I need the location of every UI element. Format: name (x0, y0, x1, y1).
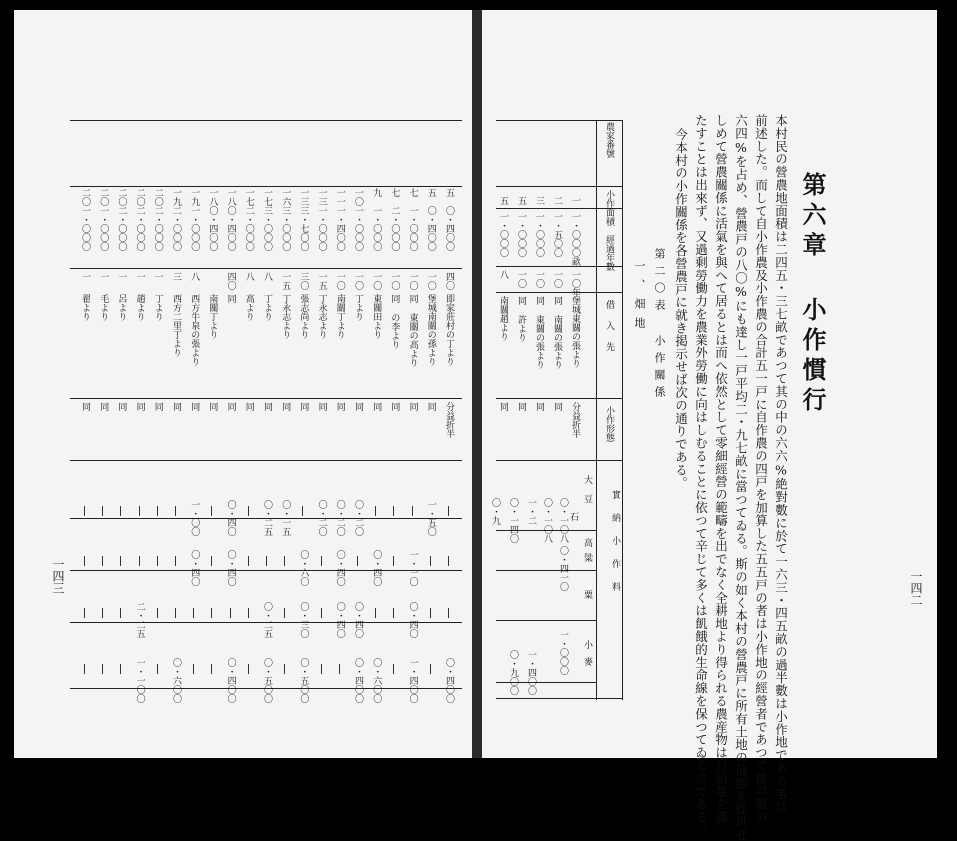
cell-years: 一 (98, 272, 109, 281)
cell-form: 同 (189, 402, 200, 411)
empty-cell-mark (102, 608, 103, 618)
cell-crop4: 〇・六〇〇 (371, 658, 382, 703)
cell-farm-no: 七 (389, 188, 400, 197)
cell-years: 八 (262, 272, 272, 281)
empty-cell-mark (102, 506, 103, 516)
cell-crop1: 〇・二〇 (334, 500, 345, 536)
cell-area: 一・〇〇〇 (407, 206, 418, 251)
table-border (622, 120, 623, 700)
cell-farm-no: 五 (516, 196, 526, 205)
cell-crop4: 〇・四〇〇 (353, 658, 363, 703)
cell-lender: 南關趙より (498, 296, 508, 341)
cell-area: 二・〇〇〇 (116, 206, 127, 251)
cell-crop1: 一・二 (526, 498, 536, 525)
empty-cell-mark (430, 608, 431, 618)
cell-years: 一 (134, 272, 145, 281)
empty-cell-mark (248, 608, 249, 618)
page-number: 一四二 (909, 570, 923, 606)
cell-lender: 同 南關の張より (552, 296, 562, 369)
paragraph-line: 今本村の小作關係を各營農戸に就き掲示せば次の通りである。 (673, 128, 689, 490)
cell-area: 三・七〇〇 (298, 206, 309, 251)
empty-cell-mark (357, 556, 358, 566)
cell-crop3: 〇・四〇 (407, 602, 418, 638)
unit-label: 石 (568, 512, 578, 521)
cell-area: 一・〇〇〇 (534, 212, 544, 257)
table-rule (496, 698, 622, 699)
cell-lender: 即家莊村の丁より (444, 294, 454, 366)
cell-years: 一〇 (371, 272, 382, 290)
empty-cell-mark (211, 608, 212, 618)
cell-form: 同 (280, 402, 291, 411)
cell-area: 二・〇〇〇 (389, 206, 400, 251)
cell-years: 一〇 (389, 272, 400, 290)
empty-cell-mark (84, 556, 85, 566)
cell-form: 同 (152, 402, 163, 411)
cell-crop2: 〇・六〇 (298, 550, 309, 586)
cell-years: 八 (498, 270, 508, 279)
cell-crop4: 〇・五〇〇 (262, 658, 272, 703)
empty-cell-mark (175, 608, 176, 618)
cell-form: 同 (353, 402, 363, 411)
cell-farm-no: 一三 (316, 188, 327, 206)
cell-years: 一五 (280, 272, 291, 290)
header-rent: 實納小作料 (610, 490, 620, 605)
cell-form: 同 (80, 402, 90, 411)
table-rule (496, 620, 596, 621)
empty-cell-mark (321, 664, 322, 674)
empty-cell-mark (430, 664, 431, 674)
cell-lender: 丁永志より (280, 294, 291, 339)
table-rule (70, 186, 462, 187)
header-crop-sorghum: 高粱 (582, 538, 592, 568)
empty-cell-mark (84, 506, 85, 516)
cell-form: 同 (371, 402, 382, 411)
cell-area: 二・〇〇〇 (152, 206, 163, 251)
cell-area: 二・〇〇〇 (134, 206, 145, 251)
cell-farm-no: 一〇 (353, 188, 363, 206)
cell-form: 同 (316, 402, 327, 411)
cell-years: 一〇 (552, 270, 562, 288)
empty-cell-mark (284, 664, 285, 674)
cell-farm-no: 二〇 (134, 188, 145, 206)
empty-cell-mark (448, 556, 449, 566)
cell-form: 同 (171, 402, 181, 411)
empty-cell-mark (175, 506, 176, 516)
cell-crop1: 〇・一五 (280, 500, 291, 536)
empty-cell-mark (120, 506, 121, 516)
cell-form: 同 (207, 402, 218, 411)
empty-cell-mark (211, 506, 212, 516)
table-title: 第二〇表 小作關係 (653, 248, 666, 403)
cell-form: 同 (534, 402, 544, 411)
cell-years: 一 (152, 272, 163, 281)
cell-crop1: 〇・二五 (262, 500, 272, 536)
cell-farm-no: 一七 (243, 188, 254, 206)
table-rule (70, 460, 462, 461)
empty-cell-mark (339, 664, 340, 674)
header-area: 小作面積 (604, 190, 614, 226)
table-rule (496, 460, 622, 461)
paragraph-line: しめて營農關係に活氣を與へて居るとは而へ依然として零細經營の範疇を出でなく全耕地より得られる農産物は自給量を滿 (713, 114, 729, 824)
paragraph-line: 前述した。而して自小作農及小作農の合計五一戸に自作農の四戸を加算した五五戸の者は小作地の經營者であつて總戸數の (753, 114, 769, 824)
cell-lender: 趙より (134, 294, 145, 321)
cell-lender: 西方二里丁より (171, 294, 181, 357)
cell-farm-no: 一一 (334, 188, 345, 206)
empty-cell-mark (120, 664, 121, 674)
cell-area: 一・〇〇〇 (498, 212, 508, 257)
cell-crop1: 〇・二〇 (316, 500, 327, 536)
cell-crop2: 〇・四〇 (189, 550, 200, 586)
cell-form: 同 (134, 402, 145, 411)
cell-crop1: 一・五〇 (425, 500, 436, 536)
cell-area: 一・〇〇〇 (189, 206, 200, 251)
cell-form: 同 (262, 402, 272, 411)
cell-years: 四〇 (444, 272, 454, 290)
cell-crop4: 一・四〇〇 (407, 658, 418, 703)
section-label: 一、畑地 (633, 260, 646, 336)
cell-crop1: 〇・一四〇 (508, 498, 518, 543)
cell-lender: 呂より (116, 294, 127, 321)
cell-lender: 丁永志より (316, 294, 327, 339)
cell-area: 一・〇〇〇 (371, 206, 382, 251)
empty-cell-mark (120, 556, 121, 566)
cell-area: 一・〇〇〇 (98, 206, 109, 251)
table-rule (70, 398, 462, 399)
empty-cell-mark (248, 506, 249, 516)
cell-farm-no: 一八 (225, 188, 236, 206)
cell-years: 一〇 (353, 272, 363, 290)
empty-cell-mark (120, 608, 121, 618)
cell-lender: 堡城南關の孫より (425, 294, 436, 366)
cell-farm-no: 二〇 (80, 188, 90, 206)
cell-farm-no: 九 (371, 188, 382, 197)
cell-area: 〇・四〇〇 (225, 206, 236, 251)
cell-farm-no: 一八 (207, 188, 218, 206)
cell-years: 三 (171, 272, 181, 281)
cell-form: 同 (389, 402, 400, 411)
cell-crop4: 〇・九〇〇 (508, 650, 518, 695)
cell-years: 八 (189, 272, 200, 281)
cell-area: 二・〇〇〇 (243, 206, 254, 251)
cell-area: 〇・四〇〇 (207, 206, 218, 251)
empty-cell-mark (102, 664, 103, 674)
cell-crop1: 〇・一〇八 (558, 498, 568, 543)
cell-lender: 南關丁より (334, 294, 345, 339)
cell-crop2: 〇・四一〇 (558, 546, 568, 591)
cell-form: 同 (516, 402, 526, 411)
cell-crop4: 一・一〇〇 (134, 658, 145, 703)
cell-lender: 丁より (262, 294, 272, 321)
cell-farm-no: 二〇 (152, 188, 163, 206)
cell-years: 一五 (316, 272, 327, 290)
cell-years: 一〇年 (570, 270, 580, 297)
empty-cell-mark (321, 556, 322, 566)
cell-area: 〇・四〇〇 (425, 206, 436, 251)
empty-cell-mark (193, 608, 194, 618)
table-rule (496, 120, 622, 121)
cell-crop3: 〇・三〇 (298, 602, 309, 638)
header-lender: 借入先 (604, 300, 614, 363)
cell-years: 一〇 (516, 270, 526, 288)
empty-cell-mark (393, 664, 394, 674)
cell-form: 同 (407, 402, 418, 411)
cell-crop1: 〇・一〇八 (542, 498, 552, 543)
empty-cell-mark (448, 608, 449, 618)
cell-farm-no: 一九 (189, 188, 200, 206)
cell-lender: 高より (243, 294, 254, 321)
cell-lender: 同 の李より (389, 294, 400, 349)
cell-form: 同 (98, 402, 109, 411)
cell-years: 八 (243, 272, 254, 281)
book-gutter (472, 10, 482, 758)
cell-farm-no: 二 (552, 196, 562, 205)
table-rule (496, 570, 596, 571)
cell-area: 〇・四〇〇 (444, 206, 454, 251)
cell-farm-no: 一三 (298, 188, 309, 206)
cell-crop4: 〇・四〇〇 (444, 658, 454, 703)
cell-lender: 南關丁より (207, 294, 218, 339)
cell-crop4: 〇・六〇〇 (171, 658, 181, 703)
empty-cell-mark (248, 664, 249, 674)
cell-lender: 丁より (152, 294, 163, 321)
cell-area: 三・〇〇〇 (262, 206, 272, 251)
cell-years: 三〇 (298, 272, 309, 290)
cell-lender: 東關田より (371, 294, 382, 339)
cell-crop1: 一・〇〇 (189, 500, 200, 536)
cell-form: 同 (298, 402, 309, 411)
cell-years: 一〇 (425, 272, 436, 290)
cell-lender: 丁より (353, 294, 363, 321)
cell-crop2: 〇・四〇 (334, 550, 345, 586)
chapter-title: 第六章 小作慣行 (798, 172, 827, 417)
cell-farm-no: 一 (570, 196, 580, 205)
empty-cell-mark (393, 506, 394, 516)
empty-cell-mark (139, 506, 140, 516)
header-form: 小作形態 (604, 406, 614, 442)
table-rule (496, 292, 622, 293)
cell-form: 同 (225, 402, 236, 411)
cell-years: 一〇 (407, 272, 418, 290)
empty-cell-mark (266, 556, 267, 566)
cell-form: 同 (498, 402, 508, 411)
cell-farm-no: 二〇 (98, 188, 109, 206)
cell-area: 一・〇〇〇 (353, 206, 363, 251)
cell-farm-no: 五 (444, 188, 454, 197)
paragraph-line: 本村民の營農地面積は二四五・三七畝であつて其の中の六六%絶對數に於て一六三・四五畝の過半數は小作地である事は (773, 114, 789, 814)
cell-area: 一・〇〇〇 (316, 206, 327, 251)
cell-crop2: 〇・四〇 (225, 550, 236, 586)
cell-form: 分益折半 (444, 402, 454, 438)
empty-cell-mark (84, 608, 85, 618)
cell-form: 同 (243, 402, 254, 411)
empty-cell-mark (375, 506, 376, 516)
cell-lender: 張志尚より (298, 294, 309, 339)
page-number: 一四三 (51, 558, 65, 594)
empty-cell-mark (412, 506, 413, 516)
table-rule (496, 398, 622, 399)
empty-cell-mark (284, 608, 285, 618)
cell-years: 一〇 (534, 270, 544, 288)
cell-area: 一・〇〇〇畝 (570, 212, 580, 266)
paragraph-line: たすことは出來ず、又過剩勞働力を農業外勞働に向はしむることに依つて辛じて多くは飢餓的生命線を保つてゐるのである。 (693, 114, 709, 837)
empty-cell-mark (284, 556, 285, 566)
header-crop-wheat: 小麥 (582, 640, 592, 674)
empty-cell-mark (157, 608, 158, 618)
empty-cell-mark (211, 556, 212, 566)
cell-lender: 翟より (80, 294, 90, 321)
empty-cell-mark (230, 608, 231, 618)
cell-lender: 堡城東關の張より (570, 296, 580, 368)
cell-crop2: 〇・四〇 (371, 550, 382, 586)
cell-years: 一 (80, 272, 90, 281)
table-rule (70, 570, 462, 571)
paragraph-line: 六四%を占め、營農戸の八〇%にも達し一戸平均二・九七畝に當つてゐる。斯の如く本村の營農戸に所有土地の倍額を提供せ (733, 114, 749, 841)
cell-farm-no: 一九 (171, 188, 181, 206)
cell-farm-no: 三 (534, 196, 544, 205)
cell-crop4: 〇・五〇〇 (298, 658, 309, 703)
cell-form: 同 (425, 402, 436, 411)
empty-cell-mark (157, 506, 158, 516)
table-rule (496, 186, 622, 187)
empty-cell-mark (84, 664, 85, 674)
cell-crop3: 〇・四〇 (334, 602, 345, 638)
cell-years: 一 (116, 272, 127, 281)
cell-farm-no: 一六 (280, 188, 291, 206)
cell-crop2: 一・一〇 (407, 550, 418, 586)
cell-crop3: 一・〇〇〇 (558, 630, 568, 675)
empty-cell-mark (157, 664, 158, 674)
cell-lender: 毛より (98, 294, 109, 321)
empty-cell-mark (193, 664, 194, 674)
cell-area: 一・五〇〇 (552, 212, 562, 257)
cell-farm-no: 五 (425, 188, 436, 197)
cell-crop3: 二・二五 (134, 602, 145, 638)
cell-crop3: 〇・四〇 (353, 602, 363, 638)
table-rule (70, 268, 462, 269)
empty-cell-mark (375, 608, 376, 618)
cell-years: 四〇 (225, 272, 236, 290)
cell-area: 一・〇〇〇 (516, 212, 526, 257)
right-page (482, 10, 937, 841)
cell-lender: 同 (225, 294, 236, 303)
header-farm-no: 農家番號 (604, 122, 614, 158)
empty-cell-mark (139, 556, 140, 566)
table-rule (70, 120, 462, 121)
cell-crop4: 〇・四〇〇 (225, 658, 236, 703)
cell-farm-no: 五 (498, 196, 508, 205)
empty-cell-mark (175, 556, 176, 566)
empty-cell-mark (211, 664, 212, 674)
cell-crop1: 〇・九 (490, 498, 500, 525)
cell-area: 一・四〇〇 (334, 206, 345, 251)
empty-cell-mark (393, 556, 394, 566)
empty-cell-mark (448, 506, 449, 516)
cell-area: 一・〇〇〇 (80, 206, 90, 251)
cell-area: 三・〇〇〇 (280, 206, 291, 251)
empty-cell-mark (321, 608, 322, 618)
header-years: 經過年數 (604, 235, 614, 271)
cell-form: 同 (334, 402, 345, 411)
empty-cell-mark (302, 506, 303, 516)
cell-crop3: 〇・二五 (262, 602, 272, 638)
cell-lender: 西方牛泉の張より (189, 294, 200, 366)
table-border (596, 120, 597, 700)
header-crop-millet: 粟 (582, 590, 592, 599)
cell-crop4: 一・四〇〇 (526, 650, 536, 695)
empty-cell-mark (102, 556, 103, 566)
empty-cell-mark (393, 608, 394, 618)
cell-farm-no: 一七 (262, 188, 272, 206)
cell-form: 分益折半 (570, 402, 580, 438)
cell-lender: 同 東關の高より (407, 294, 418, 367)
cell-form: 同 (552, 402, 562, 411)
cell-crop1: 〇・二〇 (353, 500, 363, 536)
cell-farm-no: 二〇 (116, 188, 127, 206)
empty-cell-mark (248, 556, 249, 566)
cell-area: 二・〇〇〇 (171, 206, 181, 251)
cell-farm-no: 七 (407, 188, 418, 197)
empty-cell-mark (430, 556, 431, 566)
empty-cell-mark (157, 556, 158, 566)
left-page (14, 10, 472, 758)
cell-form: 同 (116, 402, 127, 411)
cell-crop1: 〇・四〇 (225, 500, 236, 536)
cell-lender: 同 許より (516, 296, 526, 342)
header-crop-soybean: 大豆 (582, 475, 592, 513)
cell-years: 一〇 (334, 272, 345, 290)
cell-lender: 同 東關の張より (534, 296, 544, 369)
